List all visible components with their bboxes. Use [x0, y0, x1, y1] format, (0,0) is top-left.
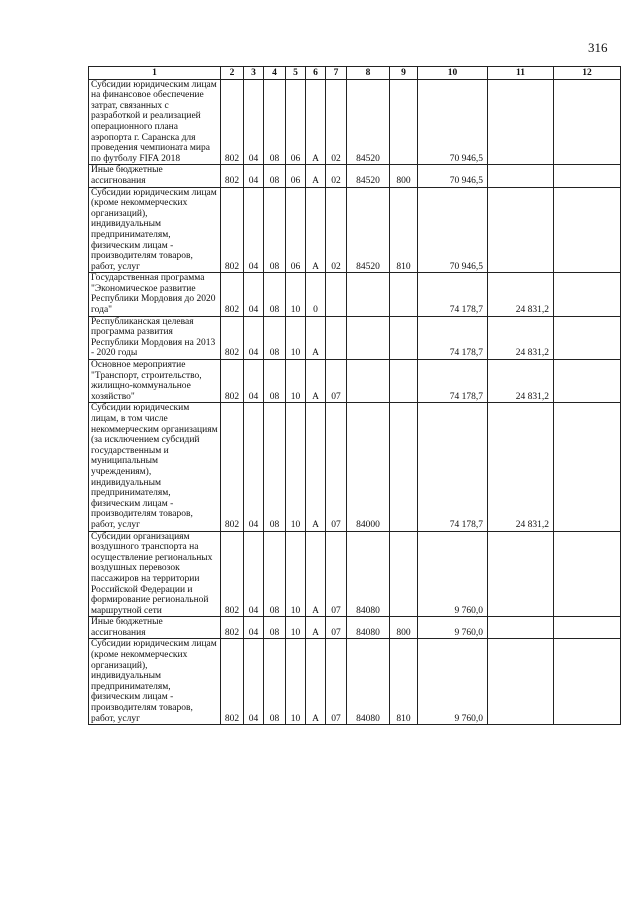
- cell-col-10: 74 178,7: [418, 360, 488, 403]
- cell-col-3: 04: [244, 165, 264, 187]
- cell-col-12: [554, 79, 621, 165]
- cell-col-3: 04: [244, 79, 264, 165]
- cell-col-7: 07: [326, 531, 347, 617]
- cell-col-11: 24 831,2: [488, 273, 554, 316]
- cell-col-10: 70 946,5: [418, 79, 488, 165]
- cell-col-8: [347, 273, 390, 316]
- cell-col-6: А: [306, 360, 326, 403]
- cell-col-2: 802: [221, 273, 244, 316]
- cell-col-11: [488, 187, 554, 273]
- cell-col-8: 84080: [347, 531, 390, 617]
- cell-col-8: 84080: [347, 617, 390, 639]
- col-header-11: 11: [488, 67, 554, 80]
- row-name-cell: Государственная программа "Экономическое развитие Республики Мордовия до 2020 года": [89, 273, 221, 316]
- table-row: [89, 316, 621, 359]
- cell-col-9: [390, 531, 418, 617]
- cell-col-8: [347, 316, 390, 359]
- cell-col-6: 0: [306, 273, 326, 316]
- cell-col-11: [488, 531, 554, 617]
- cell-col-12: [554, 639, 621, 725]
- row-name-cell: Субсидии юридическим лицам на финансовое обеспечение затрат, связанных с разработкой и реализацией операционного плана аэропорта г. Саранска для проведения чемпионата мира по футболу FIFA 2018: [89, 79, 221, 165]
- cell-col-5: 06: [286, 187, 306, 273]
- cell-col-7: 02: [326, 79, 347, 165]
- cell-col-8: [347, 360, 390, 403]
- cell-col-6: А: [306, 639, 326, 725]
- cell-col-3: 04: [244, 316, 264, 359]
- cell-col-8: 84520: [347, 79, 390, 165]
- cell-col-9: 810: [390, 639, 418, 725]
- cell-col-3: 04: [244, 360, 264, 403]
- cell-col-9: [390, 79, 418, 165]
- col-header-2: 2: [221, 67, 244, 80]
- cell-col-4: 08: [264, 617, 286, 639]
- cell-col-5: 10: [286, 273, 306, 316]
- cell-col-2: 802: [221, 165, 244, 187]
- cell-col-6: А: [306, 403, 326, 531]
- cell-col-11: [488, 165, 554, 187]
- cell-col-2: 802: [221, 316, 244, 359]
- cell-col-5: 10: [286, 360, 306, 403]
- cell-col-12: [554, 531, 621, 617]
- cell-col-10: 9 760,0: [418, 639, 488, 725]
- cell-col-8: 84080: [347, 639, 390, 725]
- cell-col-9: [390, 273, 418, 316]
- cell-col-7: 07: [326, 360, 347, 403]
- table-row: [89, 79, 621, 165]
- cell-col-2: 802: [221, 360, 244, 403]
- row-name-cell: Основное мероприятие "Транспорт, строительство, жилищно-коммунальное хозяйство": [89, 360, 221, 403]
- row-name-cell: Субсидии юридическим лицам (кроме некоммерческих организаций), индивидуальным предпринимателям, физическим лицам - производителям товаров, работ, услуг: [89, 639, 221, 725]
- cell-col-12: [554, 360, 621, 403]
- page-number: 316: [588, 40, 608, 55]
- cell-col-5: 06: [286, 79, 306, 165]
- cell-col-10: 74 178,7: [418, 403, 488, 531]
- cell-col-2: 802: [221, 639, 244, 725]
- cell-col-4: 08: [264, 187, 286, 273]
- cell-col-2: 802: [221, 79, 244, 165]
- cell-col-12: [554, 617, 621, 639]
- table-row: [89, 273, 621, 316]
- cell-col-4: 08: [264, 360, 286, 403]
- cell-col-9: 800: [390, 617, 418, 639]
- table-row: [89, 403, 621, 531]
- cell-col-7: 02: [326, 165, 347, 187]
- cell-col-6: А: [306, 79, 326, 165]
- cell-col-9: [390, 360, 418, 403]
- cell-col-4: 08: [264, 531, 286, 617]
- cell-col-6: А: [306, 187, 326, 273]
- row-name-cell: Субсидии организациям воздушного транспорта на осуществление региональных воздушных перевозок пассажиров на территории Российской Федерации и формирование региональной маршрутной сети: [89, 531, 221, 617]
- cell-col-4: 08: [264, 273, 286, 316]
- cell-col-11: 24 831,2: [488, 403, 554, 531]
- cell-col-2: 802: [221, 403, 244, 531]
- cell-col-10: 9 760,0: [418, 531, 488, 617]
- row-name-cell: Субсидии юридическим лицам, в том числе некоммерческим организациям (за исключением субсидий государственным и муниципальным учреждениям), индивидуальным предпринимателям, физическим лицам - производителям товаров, работ, услуг: [89, 403, 221, 531]
- table-row: [89, 639, 621, 725]
- table-row: [89, 360, 621, 403]
- cell-col-2: 802: [221, 187, 244, 273]
- cell-col-4: 08: [264, 165, 286, 187]
- cell-col-4: 08: [264, 639, 286, 725]
- cell-col-11: 24 831,2: [488, 316, 554, 359]
- col-header-5: 5: [286, 67, 306, 80]
- cell-col-4: 08: [264, 403, 286, 531]
- cell-col-12: [554, 403, 621, 531]
- cell-col-7: [326, 273, 347, 316]
- cell-col-6: А: [306, 316, 326, 359]
- cell-col-7: [326, 316, 347, 359]
- table-row: [89, 165, 621, 187]
- col-header-4: 4: [264, 67, 286, 80]
- cell-col-3: 04: [244, 273, 264, 316]
- cell-col-10: 70 946,5: [418, 187, 488, 273]
- cell-col-7: 07: [326, 617, 347, 639]
- cell-col-9: [390, 316, 418, 359]
- cell-col-10: 70 946,5: [418, 165, 488, 187]
- cell-col-5: 10: [286, 639, 306, 725]
- col-header-1: 1: [89, 67, 221, 80]
- cell-col-12: [554, 187, 621, 273]
- cell-col-3: 04: [244, 617, 264, 639]
- cell-col-3: 04: [244, 187, 264, 273]
- cell-col-6: А: [306, 165, 326, 187]
- col-header-10: 10: [418, 67, 488, 80]
- cell-col-4: 08: [264, 79, 286, 165]
- cell-col-12: [554, 316, 621, 359]
- cell-col-8: 84520: [347, 187, 390, 273]
- cell-col-5: 06: [286, 165, 306, 187]
- cell-col-2: 802: [221, 531, 244, 617]
- cell-col-5: 10: [286, 316, 306, 359]
- budget-table: [88, 66, 621, 725]
- cell-col-4: 08: [264, 316, 286, 359]
- cell-col-12: [554, 165, 621, 187]
- cell-col-3: 04: [244, 531, 264, 617]
- cell-col-10: 9 760,0: [418, 617, 488, 639]
- cell-col-7: 07: [326, 403, 347, 531]
- table-row: [89, 531, 621, 617]
- cell-col-11: [488, 639, 554, 725]
- row-name-cell: Субсидии юридическим лицам (кроме некоммерческих организаций), индивидуальным предпринимателям, физическим лицам - производителям товаров, работ, услуг: [89, 187, 221, 273]
- cell-col-2: 802: [221, 617, 244, 639]
- table-body: [89, 79, 621, 725]
- cell-col-9: 800: [390, 165, 418, 187]
- cell-col-8: 84000: [347, 403, 390, 531]
- cell-col-8: 84520: [347, 165, 390, 187]
- col-header-7: 7: [326, 67, 347, 80]
- col-header-8: 8: [347, 67, 390, 80]
- cell-col-7: 02: [326, 187, 347, 273]
- col-header-9: 9: [390, 67, 418, 80]
- cell-col-6: А: [306, 617, 326, 639]
- col-header-3: 3: [244, 67, 264, 80]
- col-header-12: 12: [554, 67, 621, 80]
- cell-col-9: 810: [390, 187, 418, 273]
- cell-col-10: 74 178,7: [418, 316, 488, 359]
- col-header-6: 6: [306, 67, 326, 80]
- cell-col-11: [488, 617, 554, 639]
- row-name-cell: Иные бюджетные ассигнования: [89, 165, 221, 187]
- cell-col-5: 10: [286, 403, 306, 531]
- cell-col-12: [554, 273, 621, 316]
- cell-col-7: 07: [326, 639, 347, 725]
- table-row: [89, 617, 621, 639]
- cell-col-3: 04: [244, 639, 264, 725]
- cell-col-11: 24 831,2: [488, 360, 554, 403]
- row-name-cell: Иные бюджетные ассигнования: [89, 617, 221, 639]
- cell-col-6: А: [306, 531, 326, 617]
- cell-col-5: 10: [286, 531, 306, 617]
- cell-col-5: 10: [286, 617, 306, 639]
- table-row: [89, 187, 621, 273]
- header-row: [89, 67, 621, 80]
- cell-col-11: [488, 79, 554, 165]
- cell-col-9: [390, 403, 418, 531]
- cell-col-3: 04: [244, 403, 264, 531]
- cell-col-10: 74 178,7: [418, 273, 488, 316]
- row-name-cell: Республиканская целевая программа развития Республики Мордовия на 2013 - 2020 годы: [89, 316, 221, 359]
